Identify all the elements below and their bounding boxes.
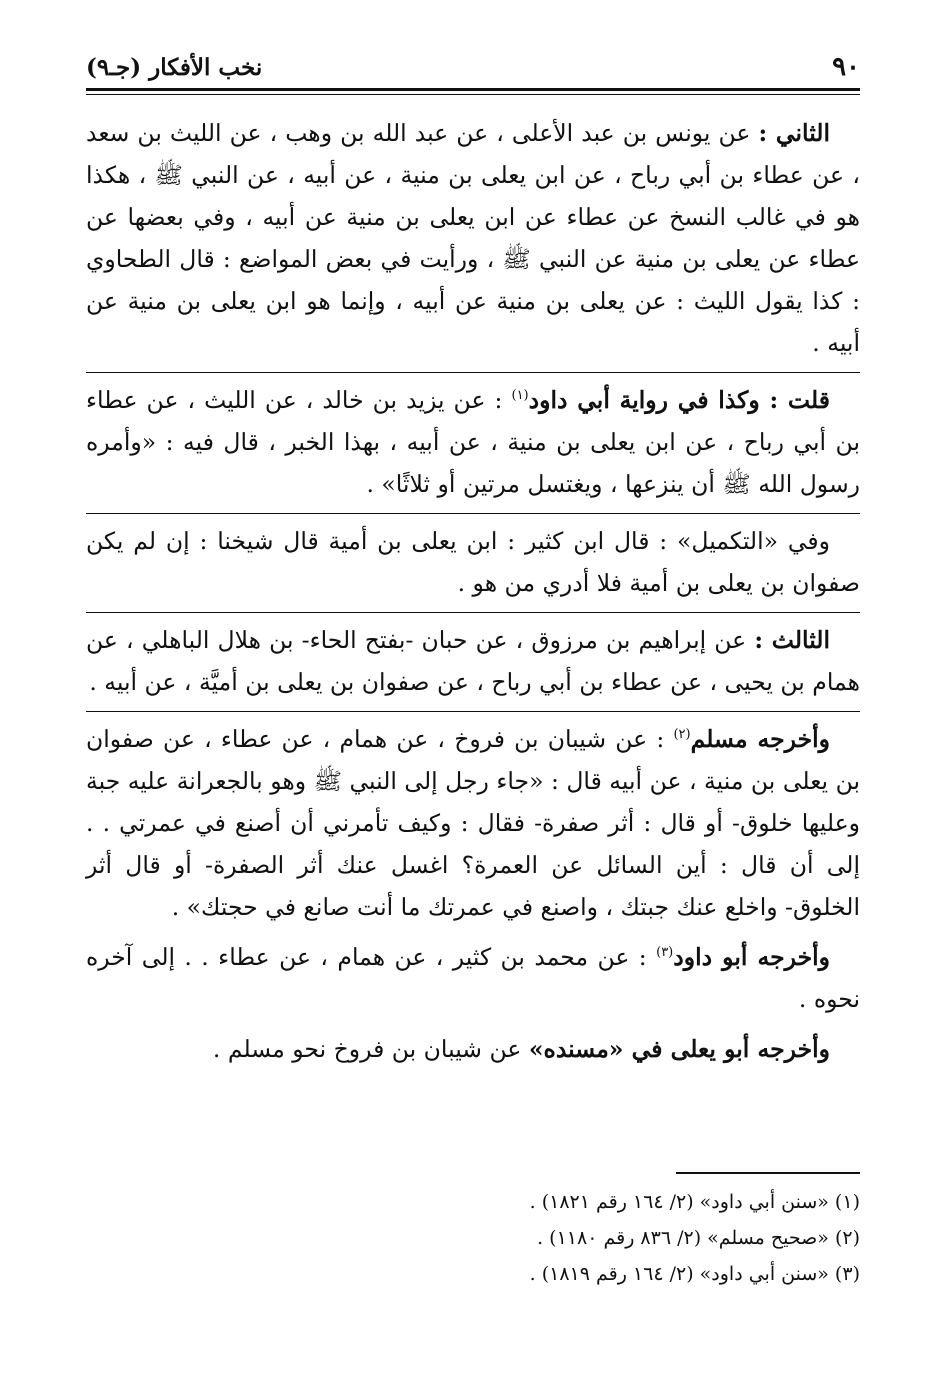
footnote-rule bbox=[676, 1172, 860, 1174]
paragraph-body: : عن شيبان بن فروخ ، عن همام ، عن عطاء ، عن صفوان بن يعلى بن منية ، عن أبيه قال : «جاء رجل إلى النبي ﷺ وهو بالجعرانة عليه جبة وعليها خلوق- أو قال : أثر صفرة- فقال : وكيف تأمرني أن أصنع في عمرتي . . إلى أن قال : أين السائل عن العمرة؟ اغسل عنك أثر الصفرة- أو قال أثر الخلوق- واخلع عنك جبتك ، واصنع في عمرتك ما أنت صانع في حجتك» . bbox=[86, 725, 860, 921]
paragraph-body: : عن يزيد بن خالد ، عن الليث ، عن عطاء بن أبي رباح ، عن ابن يعلى بن منية ، عن أبيه ، بهذا الخبر ، قال فيه : «وأمره رسول الله ﷺ أن ينزعها ، ويغتسل مرتين أو ثلاثًا» . bbox=[86, 386, 860, 498]
page-header bbox=[86, 52, 860, 86]
paragraph-lead: قلت : وكذا في رواية أبي داود bbox=[528, 386, 830, 414]
paragraph-body: عن يونس بن عبد الأعلى ، عن عبد الله بن وهب ، عن الليث بن سعد ، عن عطاء بن أبي رباح ، عن ابن يعلى بن منية ، عن أبيه ، عن النبي ﷺ ، هكذا هو في غالب النسخ عن عطاء عن ابن يعلى بن منية عن أبيه ، وفي بعضها عن عطاء عن يعلى بن منية عن النبي ﷺ ، ورأيت في بعض المواضع : قال الطحاوي : كذا يقول الليث : عن يعلى بن منية عن أبيه ، وإنما هو ابن يعلى بن منية عن أبيه . bbox=[86, 119, 861, 357]
paragraph-abu-yala bbox=[86, 1028, 860, 1070]
paragraph-lead: وأخرجه مسلم bbox=[690, 725, 830, 753]
paragraph-body: عن شيبان بن فروخ نحو مسلم . bbox=[212, 1035, 529, 1063]
footnotes bbox=[86, 1184, 860, 1292]
paragraph-abu-dawud-note bbox=[86, 379, 860, 505]
main-text bbox=[86, 112, 860, 1078]
paragraph-body: : عن محمد بن كثير ، عن همام ، عن عطاء . . إلى آخره نحوه . bbox=[86, 943, 860, 1013]
footnote-3: (٣) «سنن أبي داود» (٢/ ١٦٤ رقم ١٨١٩) . bbox=[529, 1263, 860, 1285]
paragraph-divider bbox=[86, 612, 860, 613]
paragraph-abu-dawud bbox=[86, 936, 860, 1020]
paragraph-lead: وأخرجه أبو يعلى في «مسنده» bbox=[528, 1035, 830, 1063]
paragraph-body: وفي «التكميل» : قال ابن كثير : ابن يعلى بن أمية قال شيخنا : إن لم يكن صفوان بن يعلى بن أمية فلا أدري من هو . bbox=[86, 527, 860, 597]
paragraph-divider bbox=[86, 372, 860, 373]
footnote-ref: (٣) bbox=[656, 945, 674, 961]
paragraph-divider bbox=[86, 513, 860, 514]
page-number: ٩٠ bbox=[832, 52, 860, 82]
footnote-ref: (٢) bbox=[673, 727, 691, 743]
footnote-ref: (١) bbox=[511, 388, 529, 404]
running-title: نخب الأفكار (جـ٩) bbox=[86, 54, 263, 81]
paragraph-lead: الثالث : bbox=[754, 626, 830, 654]
footnote-1: (١) «سنن أبي داود» (٢/ ١٦٤ رقم ١٨٢١) . bbox=[529, 1191, 860, 1213]
paragraph-lead: الثاني : bbox=[758, 119, 830, 147]
paragraph-second-chain bbox=[86, 112, 860, 364]
paragraph-takmil bbox=[86, 520, 860, 604]
paragraph-body: عن إبراهيم بن مرزوق ، عن حبان -بفتح الحاء- بن هلال الباهلي ، عن همام بن يحيى ، عن عطاء بن أبي رباح ، عن صفوان بن يعلى بن أميَّة ، عن أبيه . bbox=[86, 626, 860, 696]
header-rule-thin bbox=[86, 94, 860, 95]
paragraph-third-chain bbox=[86, 619, 860, 703]
footnote-2: (٢) «صحيح مسلم» (٢/ ٨٣٦ رقم ١١٨٠) . bbox=[537, 1227, 860, 1249]
paragraph-lead: وأخرجه أبو داود bbox=[673, 943, 830, 971]
paragraph-muslim bbox=[86, 718, 860, 928]
paragraph-divider bbox=[86, 711, 860, 712]
header-rule-thick bbox=[86, 88, 860, 91]
